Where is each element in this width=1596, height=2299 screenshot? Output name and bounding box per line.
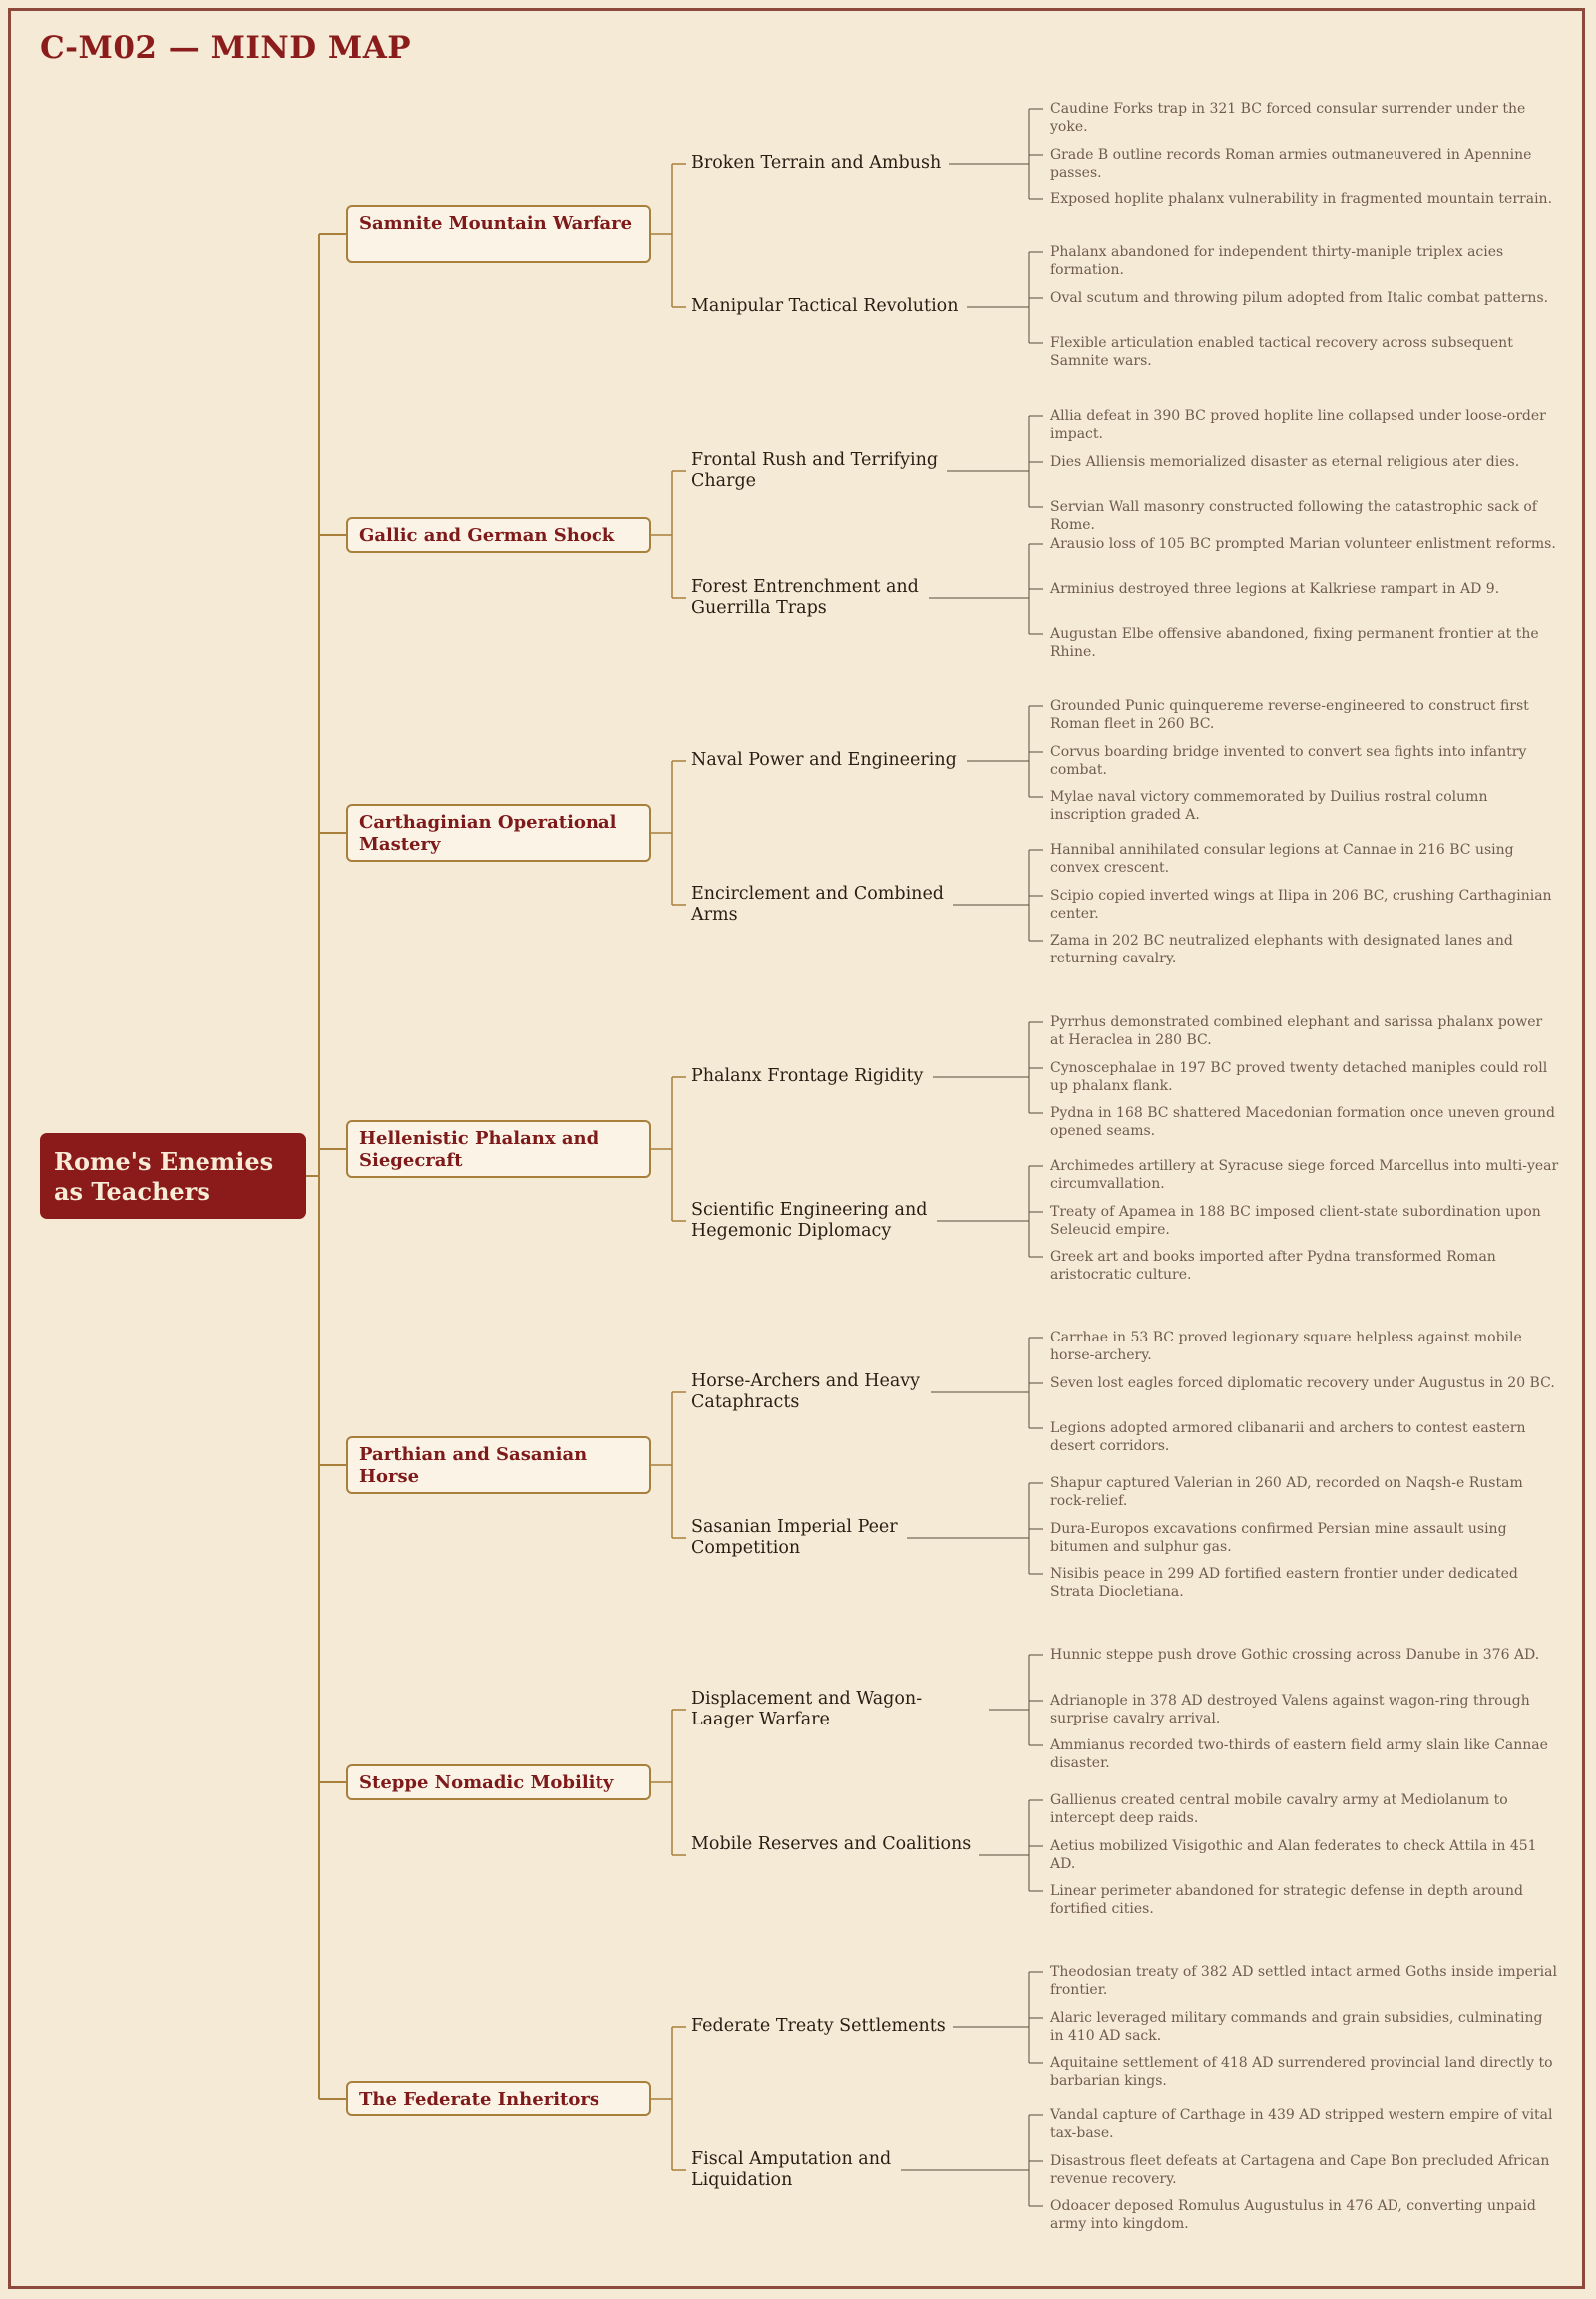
- branch-node: Samnite Mountain Warfare: [346, 205, 651, 263]
- leaf-note: Disastrous fleet defeats at Cartagena and Cape Bon precluded African revenue recovery.: [1050, 2153, 1550, 2187]
- leaf-note: Caudine Forks trap in 321 BC forced consular surrender under the yoke.: [1050, 101, 1526, 135]
- leaf-note: Flexible articulation enabled tactical recovery across subsequent Samnite wars.: [1050, 335, 1513, 369]
- branch-node: Gallic and German Shock: [346, 517, 651, 553]
- leaf-note: Greek art and books imported after Pydna transformed Roman aristocratic culture.: [1050, 1249, 1496, 1283]
- leaf-note: Augustan Elbe offensive abandoned, fixing permanent frontier at the Rhine.: [1050, 626, 1539, 660]
- leaf-note: Alaric leveraged military commands and grain subsidies, culminating in 410 AD sack.: [1050, 2010, 1543, 2044]
- sub-topic: Encirclement and Combined Arms: [691, 884, 944, 925]
- leaf-note: Ammianus recorded two-thirds of eastern field army slain like Cannae disaster.: [1050, 1737, 1548, 1771]
- branch-node: Carthaginian Operational Mastery: [346, 804, 651, 862]
- leaf-note: Exposed hoplite phalanx vulnerability in fragmented mountain terrain.: [1050, 192, 1553, 207]
- leaf-note: Hannibal annihilated consular legions at Cannae in 216 BC using convex crescent.: [1050, 842, 1514, 876]
- page-title: C-M02 — MIND MAP: [40, 30, 412, 66]
- leaf-note: Seven lost eagles forced diplomatic recovery under Augustus in 20 BC.: [1050, 1375, 1555, 1391]
- leaf-note: Theodosian treaty of 382 AD settled intact armed Goths inside imperial frontier.: [1050, 1964, 1557, 1998]
- leaf-note: Cynoscephalae in 197 BC proved twenty detached maniples could roll up phalanx flank.: [1050, 1060, 1548, 1094]
- sub-topic: Horse-Archers and Heavy Cataphracts: [691, 1371, 921, 1412]
- leaf-note: Mylae naval victory commemorated by Duilius rostral column inscription graded A.: [1050, 789, 1488, 823]
- sub-topic: Scientific Engineering and Hegemonic Diplomacy: [691, 1200, 928, 1241]
- leaf-note: Nisibis peace in 299 AD fortified eastern frontier under dedicated Strata Diocletiana.: [1050, 1566, 1518, 1600]
- sub-topic: Frontal Rush and Terrifying Charge: [691, 450, 939, 491]
- sub-topic: Forest Entrenchment and Guerrilla Traps: [691, 577, 919, 618]
- leaf-note: Grounded Punic quinquereme reverse-engineered to construct first Roman fleet in 260 BC.: [1050, 698, 1529, 732]
- leaf-note: Vandal capture of Carthage in 439 AD stripped western empire of vital tax-base.: [1050, 2107, 1553, 2141]
- leaf-note: Odoacer deposed Romulus Augustulus in 476 AD, converting unpaid army into kingdom.: [1050, 2198, 1536, 2232]
- leaf-note: Corvus boarding bridge invented to convert sea fights into infantry combat.: [1050, 744, 1527, 778]
- branch-node: Hellenistic Phalanx and Siegecraft: [346, 1120, 651, 1178]
- leaf-note: Linear perimeter abandoned for strategic defense in depth around fortified cities.: [1050, 1883, 1523, 1917]
- leaf-note: Gallienus created central mobile cavalry army at Mediolanum to intercept deep raids.: [1050, 1792, 1508, 1826]
- leaf-note: Pyrrhus demonstrated combined elephant and sarissa phalanx power at Heraclea in 280 BC.: [1050, 1014, 1543, 1048]
- leaf-note: Legions adopted armored clibanarii and archers to contest eastern desert corridors.: [1050, 1420, 1526, 1454]
- leaf-note: Archimedes artillery at Syracuse siege forced Marcellus into multi-year circumvallation.: [1050, 1158, 1559, 1192]
- leaf-note: Servian Wall masonry constructed following the catastrophic sack of Rome.: [1050, 499, 1537, 533]
- leaf-note: Allia defeat in 390 BC proved hoplite line collapsed under loose-order impact.: [1050, 408, 1546, 442]
- sub-topic: Phalanx Frontage Rigidity: [691, 1066, 924, 1086]
- leaf-note: Pydna in 168 BC shattered Macedonian formation once uneven ground opened seams.: [1050, 1105, 1555, 1139]
- leaf-note: Aetius mobilized Visigothic and Alan federates to check Attila in 451 AD.: [1050, 1838, 1537, 1872]
- root-node: Rome's Enemies as Teachers: [40, 1133, 306, 1219]
- sub-topic: Fiscal Amputation and Liquidation: [691, 2149, 892, 2190]
- leaf-note: Dies Alliensis memorialized disaster as eternal religious ater dies.: [1050, 454, 1520, 470]
- leaf-note: Arminius destroyed three legions at Kalkriese rampart in AD 9.: [1050, 581, 1500, 597]
- branch-node: The Federate Inheritors: [346, 2081, 651, 2116]
- leaf-note: Dura-Europos excavations confirmed Persian mine assault using bitumen and sulphur gas.: [1050, 1521, 1507, 1555]
- sub-topic: Sasanian Imperial Peer Competition: [691, 1517, 898, 1558]
- sub-topic: Federate Treaty Settlements: [691, 2016, 946, 2036]
- sub-topic: Mobile Reserves and Coalitions: [691, 1834, 972, 1854]
- leaf-note: Carrhae in 53 BC proved legionary square helpless against mobile horse-archery.: [1050, 1330, 1522, 1363]
- leaf-note: Phalanx abandoned for independent thirty-maniple triplex acies formation.: [1050, 244, 1504, 278]
- leaf-note: Hunnic steppe push drove Gothic crossing across Danube in 376 AD.: [1050, 1647, 1540, 1663]
- sub-topic: Naval Power and Engineering: [691, 750, 957, 770]
- leaf-note: Grade B outline records Roman armies outmaneuvered in Apennine passes.: [1050, 147, 1532, 181]
- leaf-note: Shapur captured Valerian in 260 AD, recorded on Naqsh-e Rustam rock-relief.: [1050, 1475, 1523, 1509]
- branch-node: Steppe Nomadic Mobility: [346, 1764, 651, 1800]
- leaf-note: Treaty of Apamea in 188 BC imposed client-state subordination upon Seleucid empire.: [1050, 1204, 1541, 1238]
- leaf-note: Arausio loss of 105 BC prompted Marian volunteer enlistment reforms.: [1050, 536, 1556, 552]
- leaf-note: Scipio copied inverted wings at Ilipa in 206 BC, crushing Carthaginian center.: [1050, 888, 1552, 922]
- leaf-note: Adrianople in 378 AD destroyed Valens against wagon-ring through surprise cavalry arrival.: [1050, 1693, 1530, 1726]
- sub-topic: Broken Terrain and Ambush: [691, 153, 942, 173]
- leaf-note: Oval scutum and throwing pilum adopted from Italic combat patterns.: [1050, 290, 1549, 306]
- leaf-note: Aquitaine settlement of 418 AD surrendered provincial land directly to barbarian kings.: [1050, 2055, 1553, 2089]
- sub-topic: Manipular Tactical Revolution: [691, 296, 959, 316]
- sub-topic: Displacement and Wagon-Laager Warfare: [691, 1689, 923, 1729]
- leaf-note: Zama in 202 BC neutralized elephants with designated lanes and returning cavalry.: [1050, 933, 1513, 966]
- branch-node: Parthian and Sasanian Horse: [346, 1436, 651, 1494]
